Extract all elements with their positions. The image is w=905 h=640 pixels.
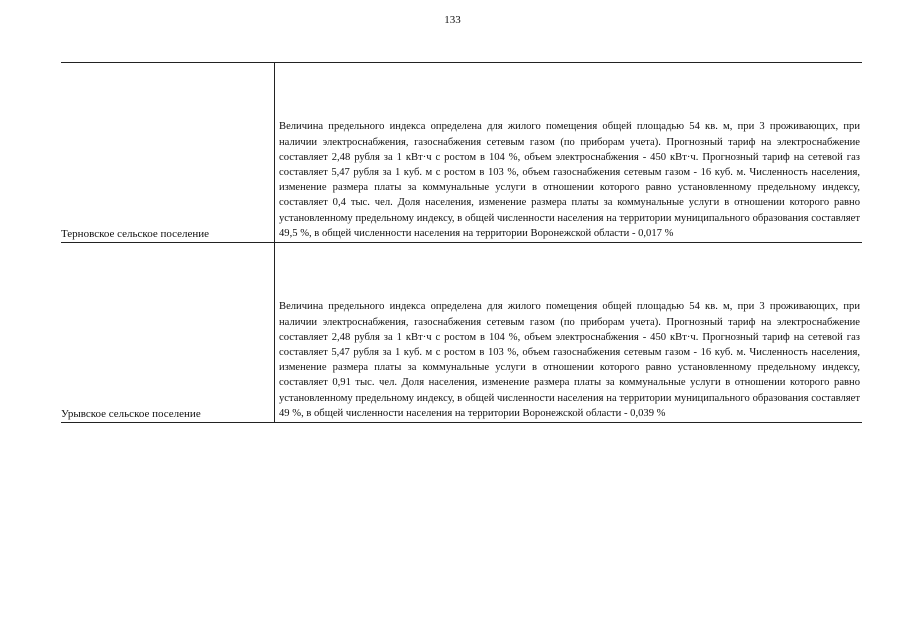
settlement-description: Величина предельного индекса определена для жилого помещения общей площадью 54 кв. м, при 3 проживающих, при наличии электроснабжения, газоснабжения сетевым газом (по приборам учета). Прогнозный тариф на электроснабжение составляет 2,48 рубля за 1 кВт·ч с ростом в 104 %, объем электроснабжения - 450 кВт·ч. Прогнозный тариф на сетевой газ составляет 5,47 рубля за 1 куб. м с ростом в 103 %, объем газоснабжения сетевым газом - 16 куб. м. Численность населения, изменение размера платы за коммунальные услуги в отношении которого равно установленному предельному индексу, составляет 0,91 тыс. чел. Доля населения, изменение размера платы за коммунальные услуги в отношении которого равно установленному предельному индексу, в общей численности населения на территории муниципального образования составляет 49 %, в общей численности населения на территории Воронежской области - 0,039 % — [275, 243, 863, 423]
page-number: 133 — [444, 14, 461, 26]
settlement-name: Урывское сельское поселение — [61, 243, 275, 423]
table-row — [61, 63, 862, 243]
table-row — [61, 243, 862, 423]
settlements-table — [61, 62, 862, 423]
settlement-description: Величина предельного индекса определена для жилого помещения общей площадью 54 кв. м, при 3 проживающих, при наличии электроснабжения, газоснабжения сетевым газом (по приборам учета). Прогнозный тариф на электроснабжение составляет 2,48 рубля за 1 кВт·ч с ростом в 104 %, объем электроснабжения - 450 кВт·ч. Прогнозный тариф на сетевой газ составляет 5,47 рубля за 1 куб. м с ростом в 103 %, объем газоснабжения сетевым газом - 16 куб. м. Численность населения, изменение размера платы за коммунальные услуги в отношении которого равно установленному предельному индексу, составляет 0,4 тыс. чел. Доля населения, изменение размера платы за коммунальные услуги в отношении которого равно установленному предельному индексу, в общей численности населения на территории муниципального образования составляет 49,5 %, в общей численности населения на территории Воронежской области - 0,017 % — [275, 63, 863, 243]
settlement-name: Терновское сельское поселение — [61, 63, 275, 243]
